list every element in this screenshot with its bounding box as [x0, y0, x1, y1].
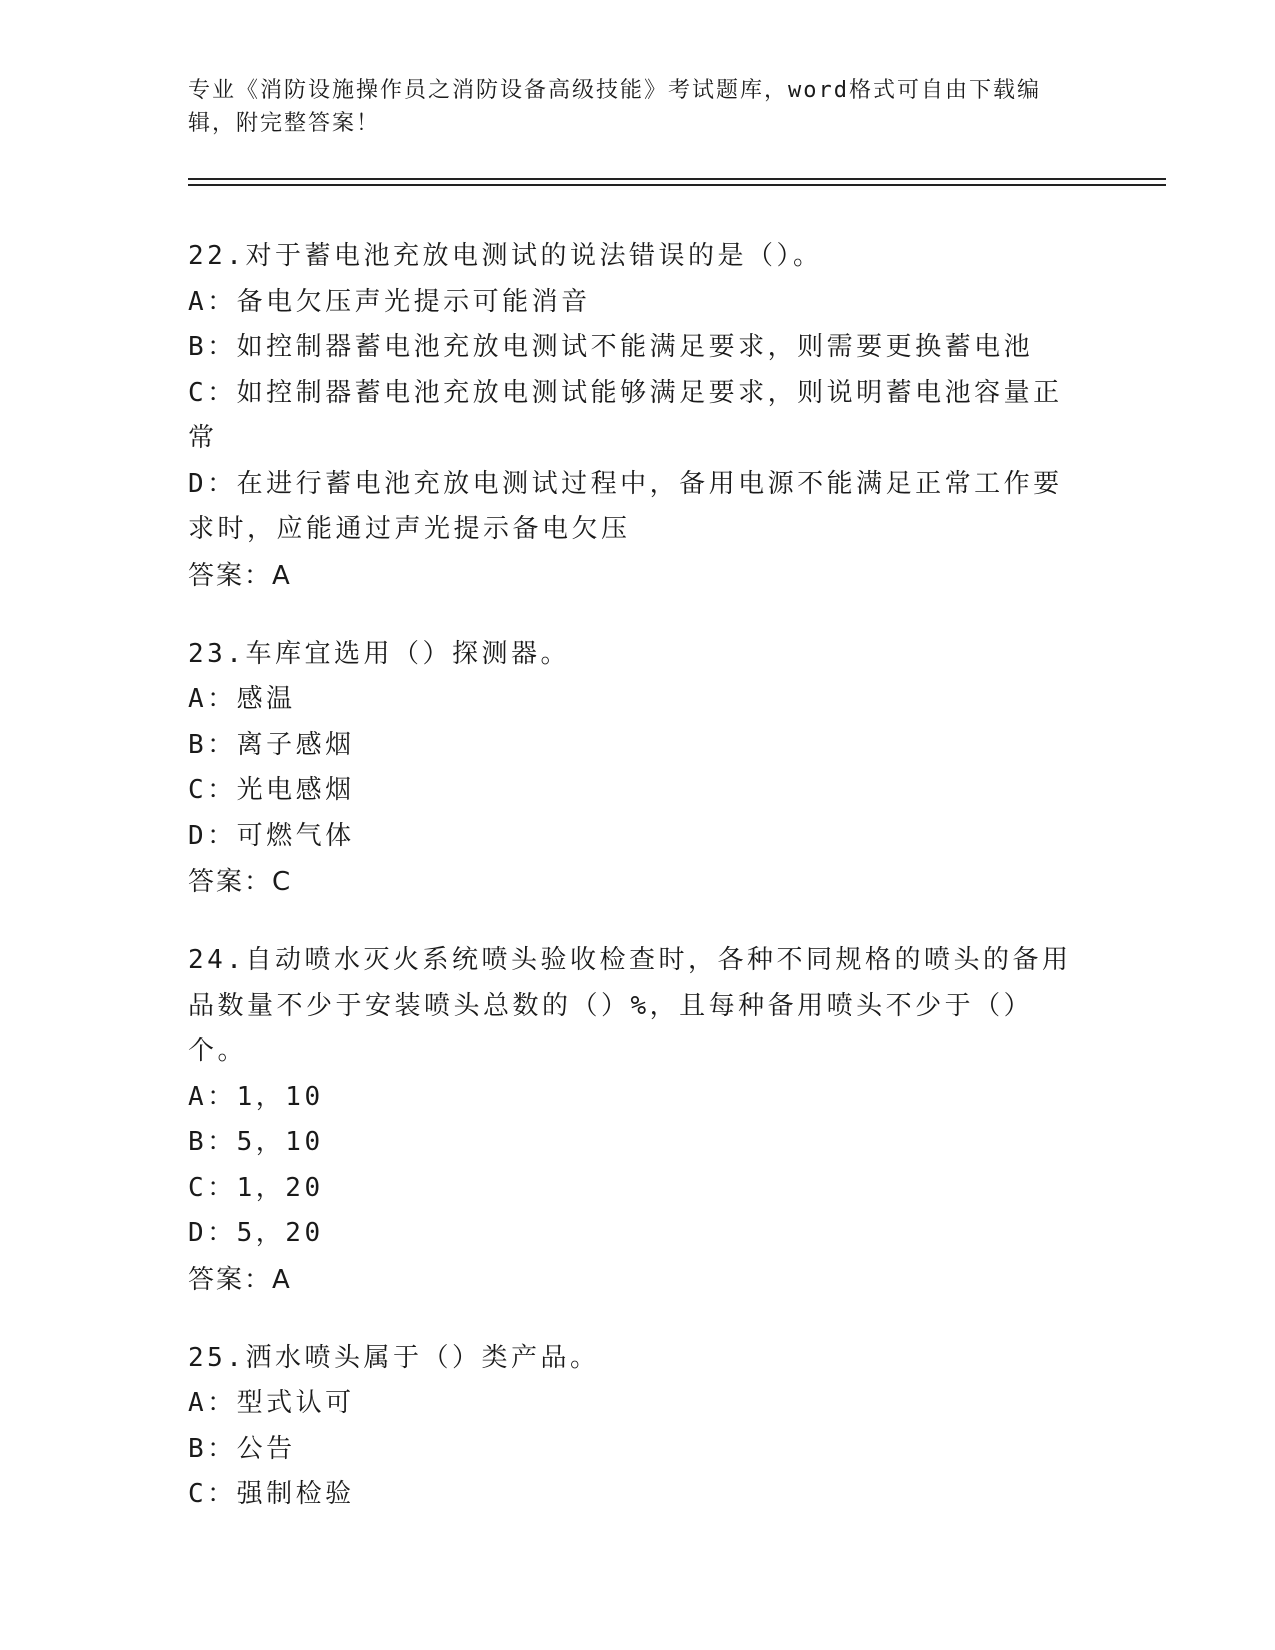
question-stem: 22.对于蓄电池充放电测试的说法错误的是（）。: [188, 241, 823, 271]
option-b: B：如控制器蓄电池充放电测试不能满足要求，则需要更换蓄电池: [188, 332, 1034, 362]
option-b: B：公告: [188, 1433, 296, 1464]
header-divider-top: [188, 178, 1166, 180]
option-c: C：1，20: [188, 1172, 324, 1203]
question-22: [188, 234, 1088, 599]
option-d: D：5，20: [188, 1218, 324, 1248]
question-24: [188, 938, 1088, 1303]
answer: 答案：A: [188, 1264, 292, 1295]
option-c: C：光电感烟: [188, 775, 355, 805]
option-d: D：可燃气体: [188, 820, 355, 851]
question-23: [188, 632, 1088, 906]
option-c: C：强制检验: [188, 1479, 355, 1509]
question-stem: 24.自动喷水灭火系统喷头验收检查时，各种不同规格的喷头的备用品数量不少于安装喷头总数的（）%，且每种备用喷头不少于（）个。: [188, 945, 1072, 1066]
question-stem: 23.车库宜选用（）探测器。: [188, 638, 570, 669]
option-a: A：型式认可: [188, 1388, 355, 1418]
answer: 答案：A: [188, 560, 292, 591]
answer: 答案：C: [188, 867, 293, 897]
header-divider-bottom: [188, 184, 1166, 186]
document-header: 专业《消防设施操作员之消防设备高级技能》考试题库，word格式可自由下载编辑，附完整答案！: [188, 78, 1041, 136]
option-b: B：离子感烟: [188, 729, 355, 760]
option-a: A：备电欠压声光提示可能消音: [188, 286, 591, 317]
question-stem: 25.洒水喷头属于（）类产品。: [188, 1342, 600, 1373]
option-a: A：感温: [188, 684, 296, 714]
option-b: B：5，10: [188, 1127, 324, 1157]
question-list: [188, 234, 1088, 1551]
option-a: A：1，10: [188, 1081, 324, 1112]
option-c: C：如控制器蓄电池充放电测试能够满足要求，则说明蓄电池容量正常: [188, 377, 1063, 453]
question-25: [188, 1336, 1088, 1518]
option-d: D：在进行蓄电池充放电测试过程中，备用电源不能满足正常工作要求时，应能通过声光提示备电欠压: [188, 468, 1063, 544]
